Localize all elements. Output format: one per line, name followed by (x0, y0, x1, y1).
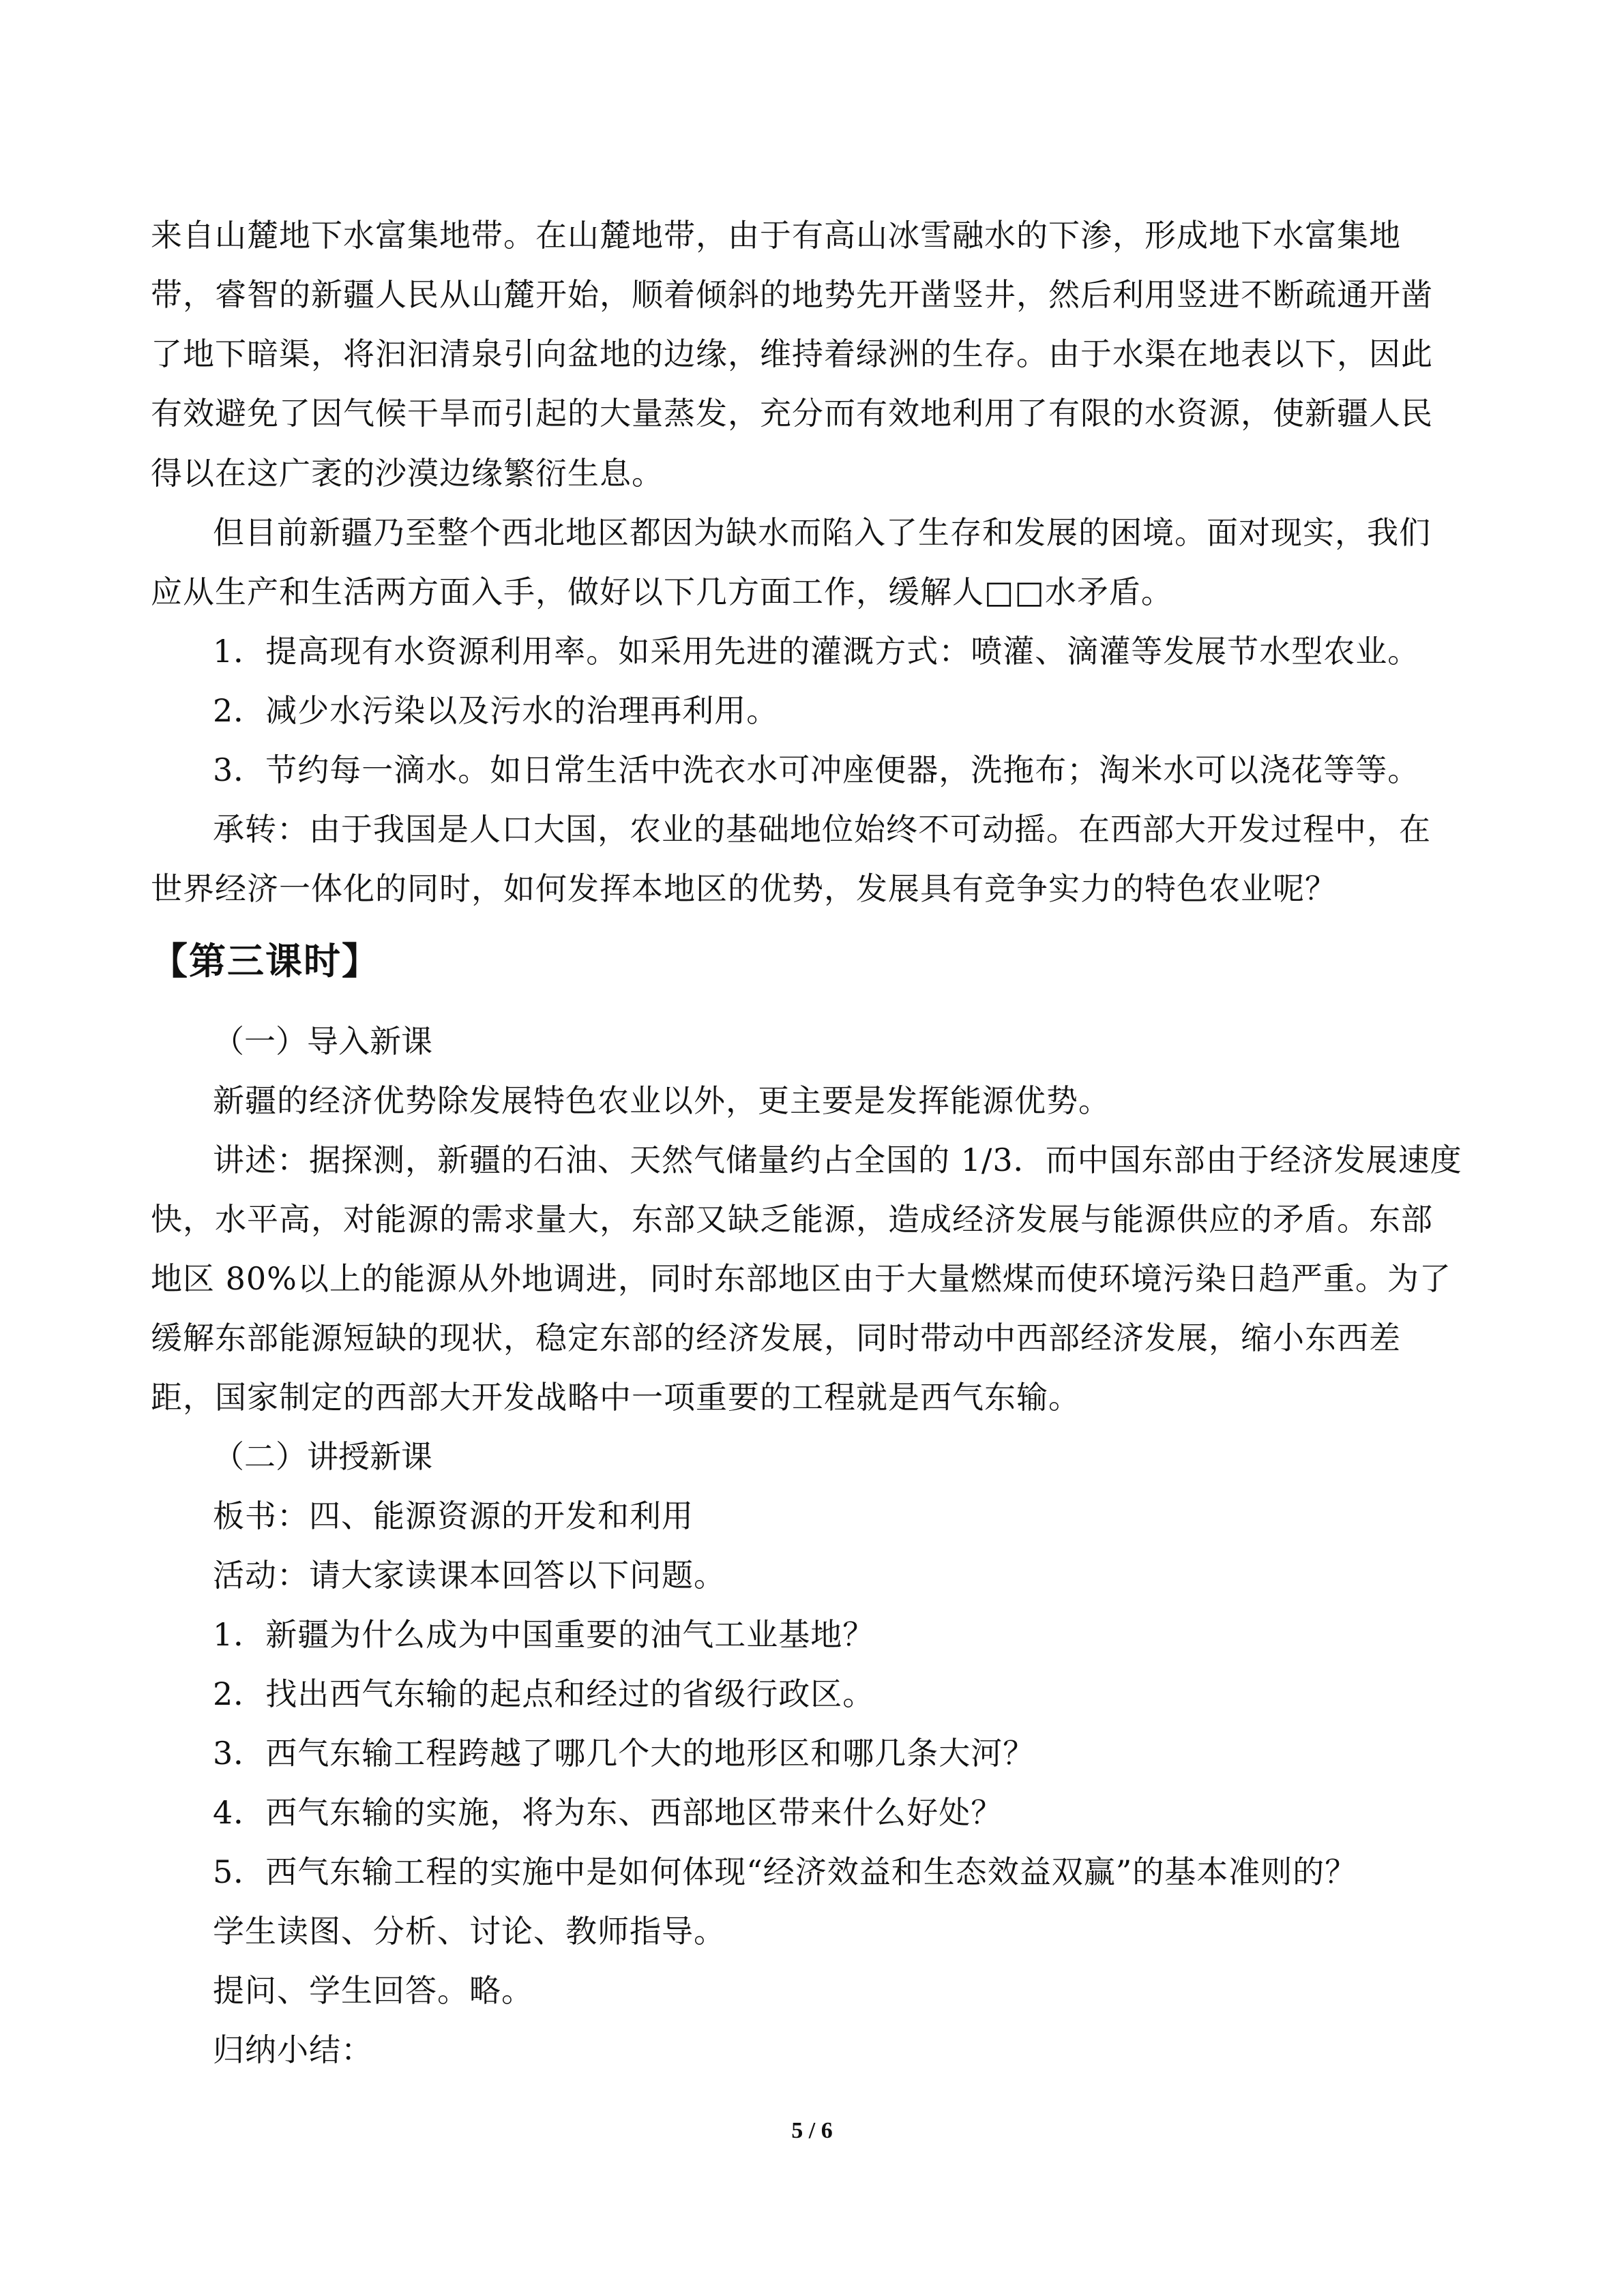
section-heading: 【第三课时】 (151, 940, 380, 983)
paragraph-line: 学生读图、分析、讨论、教师指导。 (213, 1913, 726, 1950)
question-item: 3．西气东输工程跨越了哪几个大的地形区和哪几条大河？ (213, 1735, 1035, 1772)
paragraph-line: 讲述：据探测，新疆的石油、天然气储量约占全国的 1/3．而中国东部由于经济发展速度 (213, 1142, 1462, 1178)
paragraph-line: 承转：由于我国是人口大国，农业的基础地位始终不可动摇。在西部大开发过程中，在 (213, 811, 1431, 848)
question-item: 1．新疆为什么成为中国重要的油气工业基地？ (213, 1616, 875, 1653)
paragraph-line: 来自山麓地下水富集地带。在山麓地带，由于有高山冰雪融水的下渗，形成地下水富集地 (151, 217, 1401, 254)
paragraph-line: 提问、学生回答。略。 (213, 1972, 533, 2009)
page-number: 5 / 6 (791, 2118, 833, 2143)
paragraph-line: 带，睿智的新疆人民从山麓开始，顺着倾斜的地势先开凿竖井，然后利用竖进不断疏通开凿 (151, 276, 1433, 313)
activity-note: 活动：请大家读课本回答以下问题。 (213, 1557, 726, 1594)
paragraph-line: 归纳小结： (213, 2031, 373, 2068)
paragraph-line: 有效避免了因气候干旱而引起的大量蒸发，充分而有效地利用了有限的水资源，使新疆人民 (151, 395, 1433, 432)
question-item: 5．西气东输工程的实施中是如何体现“经济效益和生态效益双赢”的基本准则的？ (213, 1853, 1357, 1890)
subsection-title: （一）导入新课 (213, 1023, 432, 1060)
paragraph-line: 缓解东部能源短缺的现状，稳定东部的经济发展，同时带动中西部经济发展，缩小东西差 (151, 1320, 1401, 1356)
board-note: 板书：四、能源资源的开发和利用 (213, 1497, 694, 1534)
paragraph-line: 快，水平高，对能源的需求量大，东部又缺乏能源，造成经济发展与能源供应的矛盾。东部 (151, 1201, 1433, 1238)
paragraph-line: 得以在这广袤的沙漠边缘繁衍生息。 (151, 455, 664, 492)
paragraph-line: 世界经济一体化的同时，如何发挥本地区的优势，发展具有竞争实力的特色农业呢？ (151, 870, 1337, 907)
paragraph-line: 但目前新疆乃至整个西北地区都因为缺水而陷入了生存和发展的困境。面对现实，我们 (213, 514, 1431, 551)
subsection-title: （二）讲授新课 (213, 1438, 432, 1475)
question-item: 2．找出西气东输的起点和经过的省级行政区。 (213, 1675, 875, 1712)
list-item: 2．减少水污染以及污水的治理再利用。 (213, 692, 779, 729)
list-item: 1．提高现有水资源利用率。如采用先进的灌溉方式：喷灌、滴灌等发展节水型农业。 (213, 633, 1420, 670)
paragraph-line: 新疆的经济优势除发展特色农业以外，更主要是发挥能源优势。 (213, 1082, 1110, 1119)
paragraph-line: 应从生产和生活两方面入手，做好以下几方面工作，缓解人□□水矛盾。 (151, 573, 1173, 610)
question-item: 4．西气东输的实施，将为东、西部地区带来什么好处？ (213, 1794, 1003, 1831)
paragraph-line: 地区 80%以上的能源从外地调进，同时东部地区由于大量燃煤而使环境污染日趋严重。为了 (151, 1260, 1451, 1297)
paragraph-line: 距，国家制定的西部大开发战略中一项重要的工程就是西气东输。 (151, 1379, 1080, 1416)
list-item: 3．节约每一滴水。如日常生活中洗衣水可冲座便器，洗拖布；淘米水可以浇花等等。 (213, 751, 1420, 788)
paragraph-line: 了地下暗渠，将汩汩清泉引向盆地的边缘，维持着绿洲的生存。由于水渠在地表以下，因此 (151, 336, 1433, 372)
